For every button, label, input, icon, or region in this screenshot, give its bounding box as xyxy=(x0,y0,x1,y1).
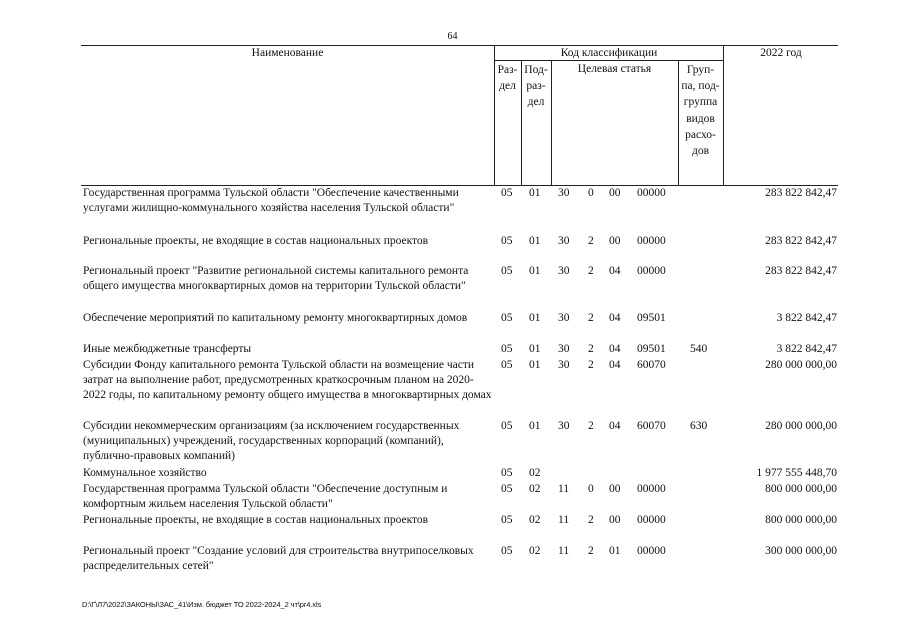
header-group-line: видов xyxy=(686,112,715,125)
header-podrazdel-line: дел xyxy=(527,96,545,108)
header-target: Целевая статья xyxy=(577,63,652,75)
row-podrazdel: 02 xyxy=(529,545,541,557)
row-razdel: 05 xyxy=(501,420,513,432)
row-name: Региональный проект "Создание условий для строительства внутрипоселковых распределительных сетей" xyxy=(83,545,474,573)
row-target-program: 30 xyxy=(558,420,570,432)
row-podrazdel: 01 xyxy=(529,265,541,277)
header-name: Наименование xyxy=(251,47,324,59)
row-podrazdel: 02 xyxy=(529,514,541,526)
row-target-direction: 00000 xyxy=(637,265,666,277)
header-group-line: дов xyxy=(691,145,710,158)
row-podrazdel: 01 xyxy=(529,187,541,199)
row-target-event: 00 xyxy=(609,483,621,495)
row-name: Обеспечение мероприятий по капитальному ремонту многоквартирных домов xyxy=(83,312,468,324)
row-target-direction: 60070 xyxy=(637,359,666,371)
row-razdel: 05 xyxy=(501,235,513,247)
row-target-program: 11 xyxy=(558,545,570,557)
row-amount: 3 822 842,47 xyxy=(776,343,837,355)
row-target-program: 30 xyxy=(558,265,570,277)
row-target-subprogram: 0 xyxy=(588,483,594,495)
row-target-program: 30 xyxy=(558,343,570,355)
row-podrazdel: 01 xyxy=(529,235,541,247)
row-amount: 1 977 555 448,70 xyxy=(756,467,837,479)
row-target-event: 04 xyxy=(609,312,621,324)
row-target-program: 11 xyxy=(558,514,570,526)
row-target-event: 04 xyxy=(609,343,621,355)
header-podrazdel xyxy=(521,62,551,110)
row-target-program: 30 xyxy=(558,359,570,371)
row-name: Государственная программа Тульской области "Обеспечение доступным и комфортным жильем населения Тульской области" xyxy=(83,483,448,511)
row-target-subprogram: 2 xyxy=(588,312,594,324)
row-target-event: 04 xyxy=(609,420,621,432)
row-target-program: 30 xyxy=(558,187,570,199)
row-target-direction: 00000 xyxy=(637,545,666,557)
row-target-direction: 00000 xyxy=(637,235,666,247)
col-divider-podrazdel xyxy=(551,60,552,186)
row-target-event: 01 xyxy=(609,545,621,557)
row-razdel: 05 xyxy=(501,545,513,557)
header-group xyxy=(678,62,723,159)
row-name: Региональные проекты, не входящие в состав национальных проектов xyxy=(83,514,429,526)
row-razdel: 05 xyxy=(501,483,513,495)
header-group-line: па, под- xyxy=(681,80,720,93)
page-number: 64 xyxy=(447,31,458,42)
row-amount: 283 822 842,47 xyxy=(765,265,837,277)
row-podrazdel: 02 xyxy=(529,483,541,495)
row-target-subprogram: 2 xyxy=(588,265,594,277)
row-amount: 280 000 000,00 xyxy=(765,420,837,432)
row-target-program: 30 xyxy=(558,235,570,247)
row-target-direction: 60070 xyxy=(637,420,666,432)
row-razdel: 05 xyxy=(501,359,513,371)
header-group-line: Груп- xyxy=(686,64,715,76)
row-expense-group: 630 xyxy=(690,420,708,432)
row-razdel: 05 xyxy=(501,187,513,199)
row-target-subprogram: 2 xyxy=(588,359,594,371)
row-target-subprogram: 2 xyxy=(588,514,594,526)
row-name: Региональный проект "Развитие региональной системы капитального ремонта общего имущества многоквартирных домов на территории Тульской области" xyxy=(83,265,469,293)
row-target-subprogram: 0 xyxy=(588,187,594,199)
row-target-subprogram: 2 xyxy=(588,545,594,557)
header-code: Код классификации xyxy=(560,47,658,59)
row-amount: 283 822 842,47 xyxy=(765,187,837,199)
row-name: Государственная программа Тульской области "Обеспечение качественными услугами жилищно-коммунального хозяйства населения Тульской области" xyxy=(83,187,459,215)
row-name: Субсидии некоммерческим организациям (за исключением государственных (муниципальных) учреждений, государственных корпораций (компаний), публично-правовых компаний) xyxy=(83,420,460,463)
row-amount: 800 000 000,00 xyxy=(765,514,837,526)
row-podrazdel: 01 xyxy=(529,343,541,355)
row-name: Коммунальное хозяйство xyxy=(83,467,207,479)
row-podrazdel: 02 xyxy=(529,467,541,479)
code-header-underline xyxy=(494,60,724,61)
row-target-direction: 09501 xyxy=(637,343,666,355)
row-razdel: 05 xyxy=(501,312,513,324)
row-razdel: 05 xyxy=(501,514,513,526)
row-name: Субсидии Фонду капитального ремонта Тульской области на возмещение части затрат на выполнение работ, предусмотренных краткосрочным планом на 2020-2022 годы, по капитальному ремонту общего имущества в многоквартирных домах xyxy=(83,359,492,402)
row-podrazdel: 01 xyxy=(529,359,541,371)
row-target-event: 04 xyxy=(609,265,621,277)
row-name: Иные межбюджетные трансферты xyxy=(83,343,252,355)
header-year: 2022 год xyxy=(760,47,802,59)
row-name: Региональные проекты, не входящие в состав национальных проектов xyxy=(83,235,429,247)
row-target-subprogram: 2 xyxy=(588,420,594,432)
row-razdel: 05 xyxy=(501,343,513,355)
header-razdel-line: Раз- xyxy=(497,64,518,76)
col-divider-group xyxy=(723,45,724,186)
row-target-direction: 00000 xyxy=(637,187,666,199)
file-path-footer: D:\Г\Л7\2022\ЗАКОНЫ\ЗАС_41\Изм. бюджет ТО 2022-2024_2 чт\pr4.xls xyxy=(82,600,322,609)
header-podrazdel-line: Под- xyxy=(524,64,548,76)
row-razdel: 05 xyxy=(501,265,513,277)
row-target-direction: 09501 xyxy=(637,312,666,324)
row-amount: 283 822 842,47 xyxy=(765,235,837,247)
row-podrazdel: 01 xyxy=(529,420,541,432)
row-target-program: 30 xyxy=(558,312,570,324)
row-target-event: 00 xyxy=(609,187,621,199)
header-razdel xyxy=(494,62,521,94)
row-amount: 3 822 842,47 xyxy=(776,312,837,324)
header-group-line: группа xyxy=(683,96,718,109)
row-amount: 280 000 000,00 xyxy=(765,359,837,371)
row-target-program: 11 xyxy=(558,483,570,495)
header-podrazdel-line: раз- xyxy=(526,80,546,92)
row-target-event: 04 xyxy=(609,359,621,371)
row-target-direction: 00000 xyxy=(637,483,666,495)
row-target-event: 00 xyxy=(609,514,621,526)
row-amount: 800 000 000,00 xyxy=(765,483,837,495)
row-razdel: 05 xyxy=(501,467,513,479)
row-target-direction: 00000 xyxy=(637,514,666,526)
row-podrazdel: 01 xyxy=(529,312,541,324)
row-expense-group: 540 xyxy=(690,343,708,355)
row-amount: 300 000 000,00 xyxy=(765,545,837,557)
header-razdel-line: дел xyxy=(499,80,516,92)
row-target-subprogram: 2 xyxy=(588,343,594,355)
row-target-event: 00 xyxy=(609,235,621,247)
header-group-line: расхо- xyxy=(685,128,716,141)
row-target-subprogram: 2 xyxy=(588,235,594,247)
